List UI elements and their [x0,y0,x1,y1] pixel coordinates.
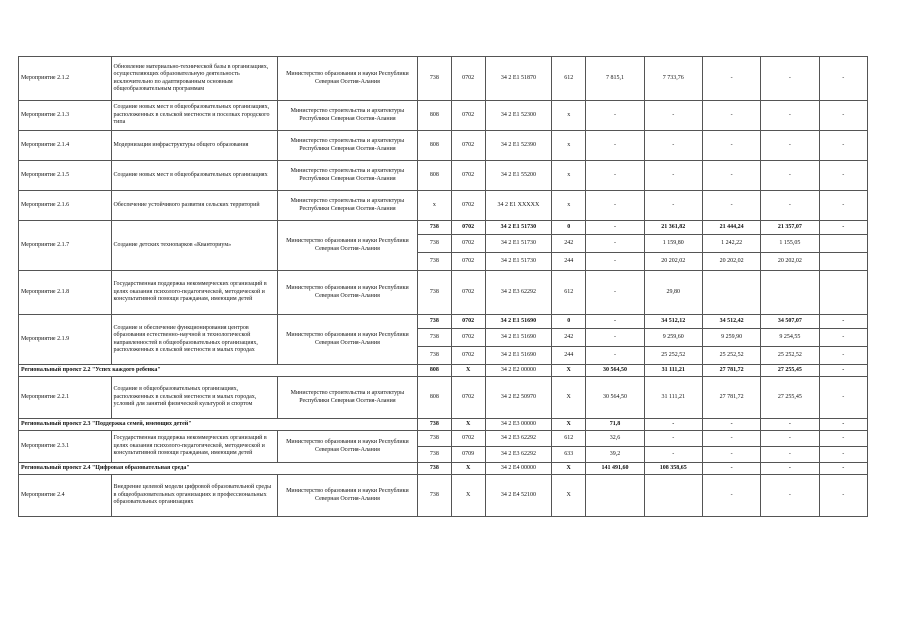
amount-y1: - [586,101,644,131]
amount-y1: 30 564,50 [586,377,644,419]
amount-y2: 25 252,52 [644,347,702,365]
amount-y3: 21 444,24 [702,221,760,235]
amount-y1: - [586,161,644,191]
activity-description: Обновление материально-технической базы в организациях, осуществляющих образовательную деятельность исключительно по адаптированным основным общеобразовательным программам [111,57,277,101]
table-row [19,271,868,315]
activity-description: Создание в общеобразовательных организациях, расположенных в сельской местности и малых городах, условий для занятий физической культурой и спортом [111,377,277,419]
amount-y1: - [586,271,644,315]
amount-y3: - [702,463,760,475]
amount-y4: - [761,463,819,475]
table-row [19,475,868,517]
table-row [19,221,868,235]
amount-y4: 9 254,55 [761,329,819,347]
amount-y1: - [586,329,644,347]
table-row [19,315,868,329]
amount-y1: - [586,347,644,365]
amount-y3: - [702,101,760,131]
amount-y4: - [761,131,819,161]
activity-description: Государственная поддержка некоммерческих организаций в целях оказания психолого-педагогической, методической и консультативной помощи гражданам, имеющим детей [111,431,277,463]
responsible-org: Министерство образования и науки Республики Северная Осетия-Алания [277,475,418,517]
amount-y2: 7 733,76 [644,57,702,101]
amount-y3: - [702,447,760,463]
budget-table [18,56,868,517]
amount-y2: 29,80 [644,271,702,315]
section-code: 0702 [451,235,485,253]
expense-type: x [552,161,586,191]
table-row [19,131,868,161]
responsible-org: Министерство образования и науки Республики Северная Осетия-Алания [277,221,418,271]
activity-description: Создание детских технопарков «Кванториум» [111,221,277,271]
activity-name: Мероприятие 2.4 [19,475,112,517]
amount-y3: 20 202,02 [702,253,760,271]
table-row [19,57,868,101]
amount-y3: 25 252,52 [702,347,760,365]
section-title: Региональный проект 2.2 "Успех каждого ребенка" [19,365,418,377]
target-article: 34 2 E2 50970 [485,377,551,419]
expense-type: 244 [552,253,586,271]
amount-y1: 7 815,1 [586,57,644,101]
amount-y4: - [761,447,819,463]
grbs-code: 738 [418,431,451,447]
activity-description: Модернизация инфраструктуры общего образования [111,131,277,161]
grbs-code: 738 [418,271,451,315]
amount-y5: - [819,377,867,419]
amount-y3 [702,271,760,315]
section-code: X [451,475,485,517]
responsible-org: Министерство образования и науки Республики Северная Осетия-Алания [277,57,418,101]
target-article: 34 2 E1 51690 [485,329,551,347]
grbs-code: 738 [418,475,451,517]
amount-y3: 9 259,90 [702,329,760,347]
amount-y4: - [761,191,819,221]
amount-y2: - [644,447,702,463]
expense-type: x [552,101,586,131]
target-article: 34 2 E1 51730 [485,221,551,235]
target-article: 34 2 E1 51730 [485,253,551,271]
amount-y2: - [644,419,702,431]
target-article: 34 2 E3 62292 [485,271,551,315]
amount-y3: 1 242,22 [702,235,760,253]
section-code: 0702 [451,253,485,271]
target-article: 34 2 E1 52300 [485,101,551,131]
amount-y1: - [586,191,644,221]
activity-name: Мероприятие 2.1.7 [19,221,112,271]
target-article: 34 2 E3 00000 [485,419,551,431]
section-code: 0702 [451,329,485,347]
amount-y2: 9 259,60 [644,329,702,347]
amount-y4: - [761,419,819,431]
expense-type: X [552,475,586,517]
amount-y2 [644,475,702,517]
amount-y4: 20 202,02 [761,253,819,271]
amount-y4: - [761,475,819,517]
grbs-code: 808 [418,161,451,191]
activity-name: Мероприятие 2.3.1 [19,431,112,463]
activity-name: Мероприятие 2.1.5 [19,161,112,191]
target-article: 34 2 E2 00000 [485,365,551,377]
section-code: 0702 [451,315,485,329]
expense-type: 612 [552,57,586,101]
activity-name: Мероприятие 2.1.6 [19,191,112,221]
amount-y3: - [702,131,760,161]
amount-y3: 34 512,42 [702,315,760,329]
activity-name: Мероприятие 2.1.8 [19,271,112,315]
responsible-org: Министерство образования и науки Республики Северная Осетия-Алания [277,271,418,315]
amount-y1: - [586,253,644,271]
amount-y5: - [819,419,867,431]
grbs-code: 738 [418,315,451,329]
grbs-code: 808 [418,377,451,419]
amount-y2: 21 361,82 [644,221,702,235]
section-code: 0702 [451,191,485,221]
amount-y5 [819,271,867,315]
section-code: 0702 [451,347,485,365]
grbs-code: 808 [418,101,451,131]
table-row [19,101,868,131]
target-article: 34 2 E1 51730 [485,235,551,253]
section-code: 0709 [451,447,485,463]
amount-y5: - [819,463,867,475]
grbs-code: 738 [418,347,451,365]
grbs-code: 738 [418,235,451,253]
target-article: 34 2 E1 51690 [485,347,551,365]
target-article: 34 2 E1 55200 [485,161,551,191]
amount-y1: - [586,131,644,161]
responsible-org: Министерство строительства и архитектуры Республики Северная Осетия-Алания [277,101,418,131]
expense-type: x [552,131,586,161]
amount-y4: 25 252,52 [761,347,819,365]
amount-y5: - [819,329,867,347]
amount-y4: - [761,431,819,447]
section-code: 0702 [451,57,485,101]
amount-y5: - [819,191,867,221]
amount-y5 [819,235,867,253]
activity-name: Мероприятие 2.1.9 [19,315,112,365]
amount-y1: 30 564,50 [586,365,644,377]
amount-y2: 34 512,12 [644,315,702,329]
amount-y1: - [586,235,644,253]
amount-y4: 21 357,07 [761,221,819,235]
amount-y5: - [819,347,867,365]
section-row [19,365,868,377]
amount-y2: - [644,161,702,191]
expense-type: 242 [552,329,586,347]
grbs-code: 808 [418,365,451,377]
amount-y5: - [819,101,867,131]
activity-description: Обеспечение устойчивого развития сельских территорий [111,191,277,221]
activity-name: Мероприятие 2.1.4 [19,131,112,161]
amount-y2: - [644,191,702,221]
amount-y4: 27 255,45 [761,365,819,377]
amount-y2: - [644,431,702,447]
amount-y5: - [819,475,867,517]
target-article: 34 2 E3 62292 [485,447,551,463]
amount-y5: - [819,57,867,101]
expense-type: X [552,419,586,431]
grbs-code: 738 [418,57,451,101]
expense-type: 612 [552,431,586,447]
amount-y2: - [644,131,702,161]
target-article: 34 2 E4 00000 [485,463,551,475]
grbs-code: x [418,191,451,221]
activity-description: Создание новых мест в общеобразовательных организациях [111,161,277,191]
expense-type: 612 [552,271,586,315]
expense-type: 0 [552,221,586,235]
amount-y1: 32,6 [586,431,644,447]
expense-type: X [552,377,586,419]
responsible-org: Министерство строительства и архитектуры Республики Северная Осетия-Алания [277,191,418,221]
grbs-code: 738 [418,253,451,271]
amount-y1: - [586,221,644,235]
amount-y3: 27 781,72 [702,377,760,419]
amount-y5: - [819,131,867,161]
amount-y4: - [761,161,819,191]
section-title: Региональный проект 2.4 "Цифровая образовательная среда" [19,463,418,475]
section-row [19,419,868,431]
target-article: 34 2 E4 52100 [485,475,551,517]
amount-y5: - [819,365,867,377]
amount-y1: 71,8 [586,419,644,431]
amount-y5: - [819,221,867,235]
amount-y2: 20 202,02 [644,253,702,271]
activity-name: Мероприятие 2.2.1 [19,377,112,419]
grbs-code: 738 [418,221,451,235]
expense-type: 244 [552,347,586,365]
expense-type: X [552,365,586,377]
target-article: 34 2 E1 XXXXX [485,191,551,221]
amount-y2: 31 111,21 [644,365,702,377]
section-code: X [451,419,485,431]
section-code: 0702 [451,131,485,161]
target-article: 34 2 E1 51690 [485,315,551,329]
amount-y4: 34 507,07 [761,315,819,329]
amount-y3: - [702,475,760,517]
amount-y1 [586,475,644,517]
responsible-org: Министерство строительства и архитектуры Республики Северная Осетия-Алания [277,377,418,419]
responsible-org: Министерство строительства и архитектуры Республики Северная Осетия-Алания [277,161,418,191]
target-article: 34 2 E3 62292 [485,431,551,447]
amount-y1: - [586,315,644,329]
table-row [19,431,868,447]
amount-y5: - [819,161,867,191]
amount-y2: - [644,101,702,131]
target-article: 34 2 E1 51870 [485,57,551,101]
section-code: 0702 [451,271,485,315]
amount-y4: 27 255,45 [761,377,819,419]
amount-y2: 31 111,21 [644,377,702,419]
amount-y4: 1 155,05 [761,235,819,253]
section-title: Региональный проект 2.3 "Поддержка семей, имеющих детей" [19,419,418,431]
amount-y5 [819,253,867,271]
section-code: X [451,463,485,475]
amount-y4 [761,271,819,315]
amount-y2: 108 358,65 [644,463,702,475]
amount-y5: - [819,431,867,447]
activity-description: Создание и обеспечение функционирования центров образования естественно-научной и технологической направленностей в общеобразовательных организациях, расположенных в сельской местности и малых городах [111,315,277,365]
responsible-org: Министерство образования и науки Республики Северная Осетия-Алания [277,431,418,463]
grbs-code: 808 [418,131,451,161]
table-row [19,161,868,191]
activity-description: Государственная поддержка некоммерческих организаций в целях оказания психолого-педагогической, методической и консультативной помощи гражданам, имеющим детей [111,271,277,315]
grbs-code: 738 [418,419,451,431]
amount-y4: - [761,101,819,131]
responsible-org: Министерство образования и науки Республики Северная Осетия-Алания [277,315,418,365]
grbs-code: 738 [418,329,451,347]
activity-description: Создание новых мест в общеобразовательных организациях, расположенных в сельской местности и поселках городского типа [111,101,277,131]
table-row [19,377,868,419]
amount-y3: - [702,57,760,101]
expense-type: 242 [552,235,586,253]
activity-description: Внедрение целевой модели цифровой образовательной среды в общеобразовательных организациях и профессиональных образовательных организациях [111,475,277,517]
amount-y1: 141 491,60 [586,463,644,475]
amount-y4: - [761,57,819,101]
amount-y3: - [702,419,760,431]
activity-name: Мероприятие 2.1.3 [19,101,112,131]
section-code: X [451,365,485,377]
section-code: 0702 [451,221,485,235]
expense-type: 0 [552,315,586,329]
amount-y3: 27 781,72 [702,365,760,377]
section-code: 0702 [451,377,485,419]
grbs-code: 738 [418,447,451,463]
amount-y5: - [819,447,867,463]
amount-y1: 39,2 [586,447,644,463]
section-row [19,463,868,475]
amount-y3: - [702,161,760,191]
expense-type: x [552,191,586,221]
amount-y2: 1 159,80 [644,235,702,253]
amount-y3: - [702,191,760,221]
target-article: 34 2 E1 52390 [485,131,551,161]
expense-type: 633 [552,447,586,463]
section-code: 0702 [451,431,485,447]
section-code: 0702 [451,101,485,131]
expense-type: X [552,463,586,475]
grbs-code: 738 [418,463,451,475]
section-code: 0702 [451,161,485,191]
responsible-org: Министерство строительства и архитектуры Республики Северная Осетия-Алания [277,131,418,161]
activity-name: Мероприятие 2.1.2 [19,57,112,101]
table-row [19,191,868,221]
amount-y3: - [702,431,760,447]
amount-y5: - [819,315,867,329]
